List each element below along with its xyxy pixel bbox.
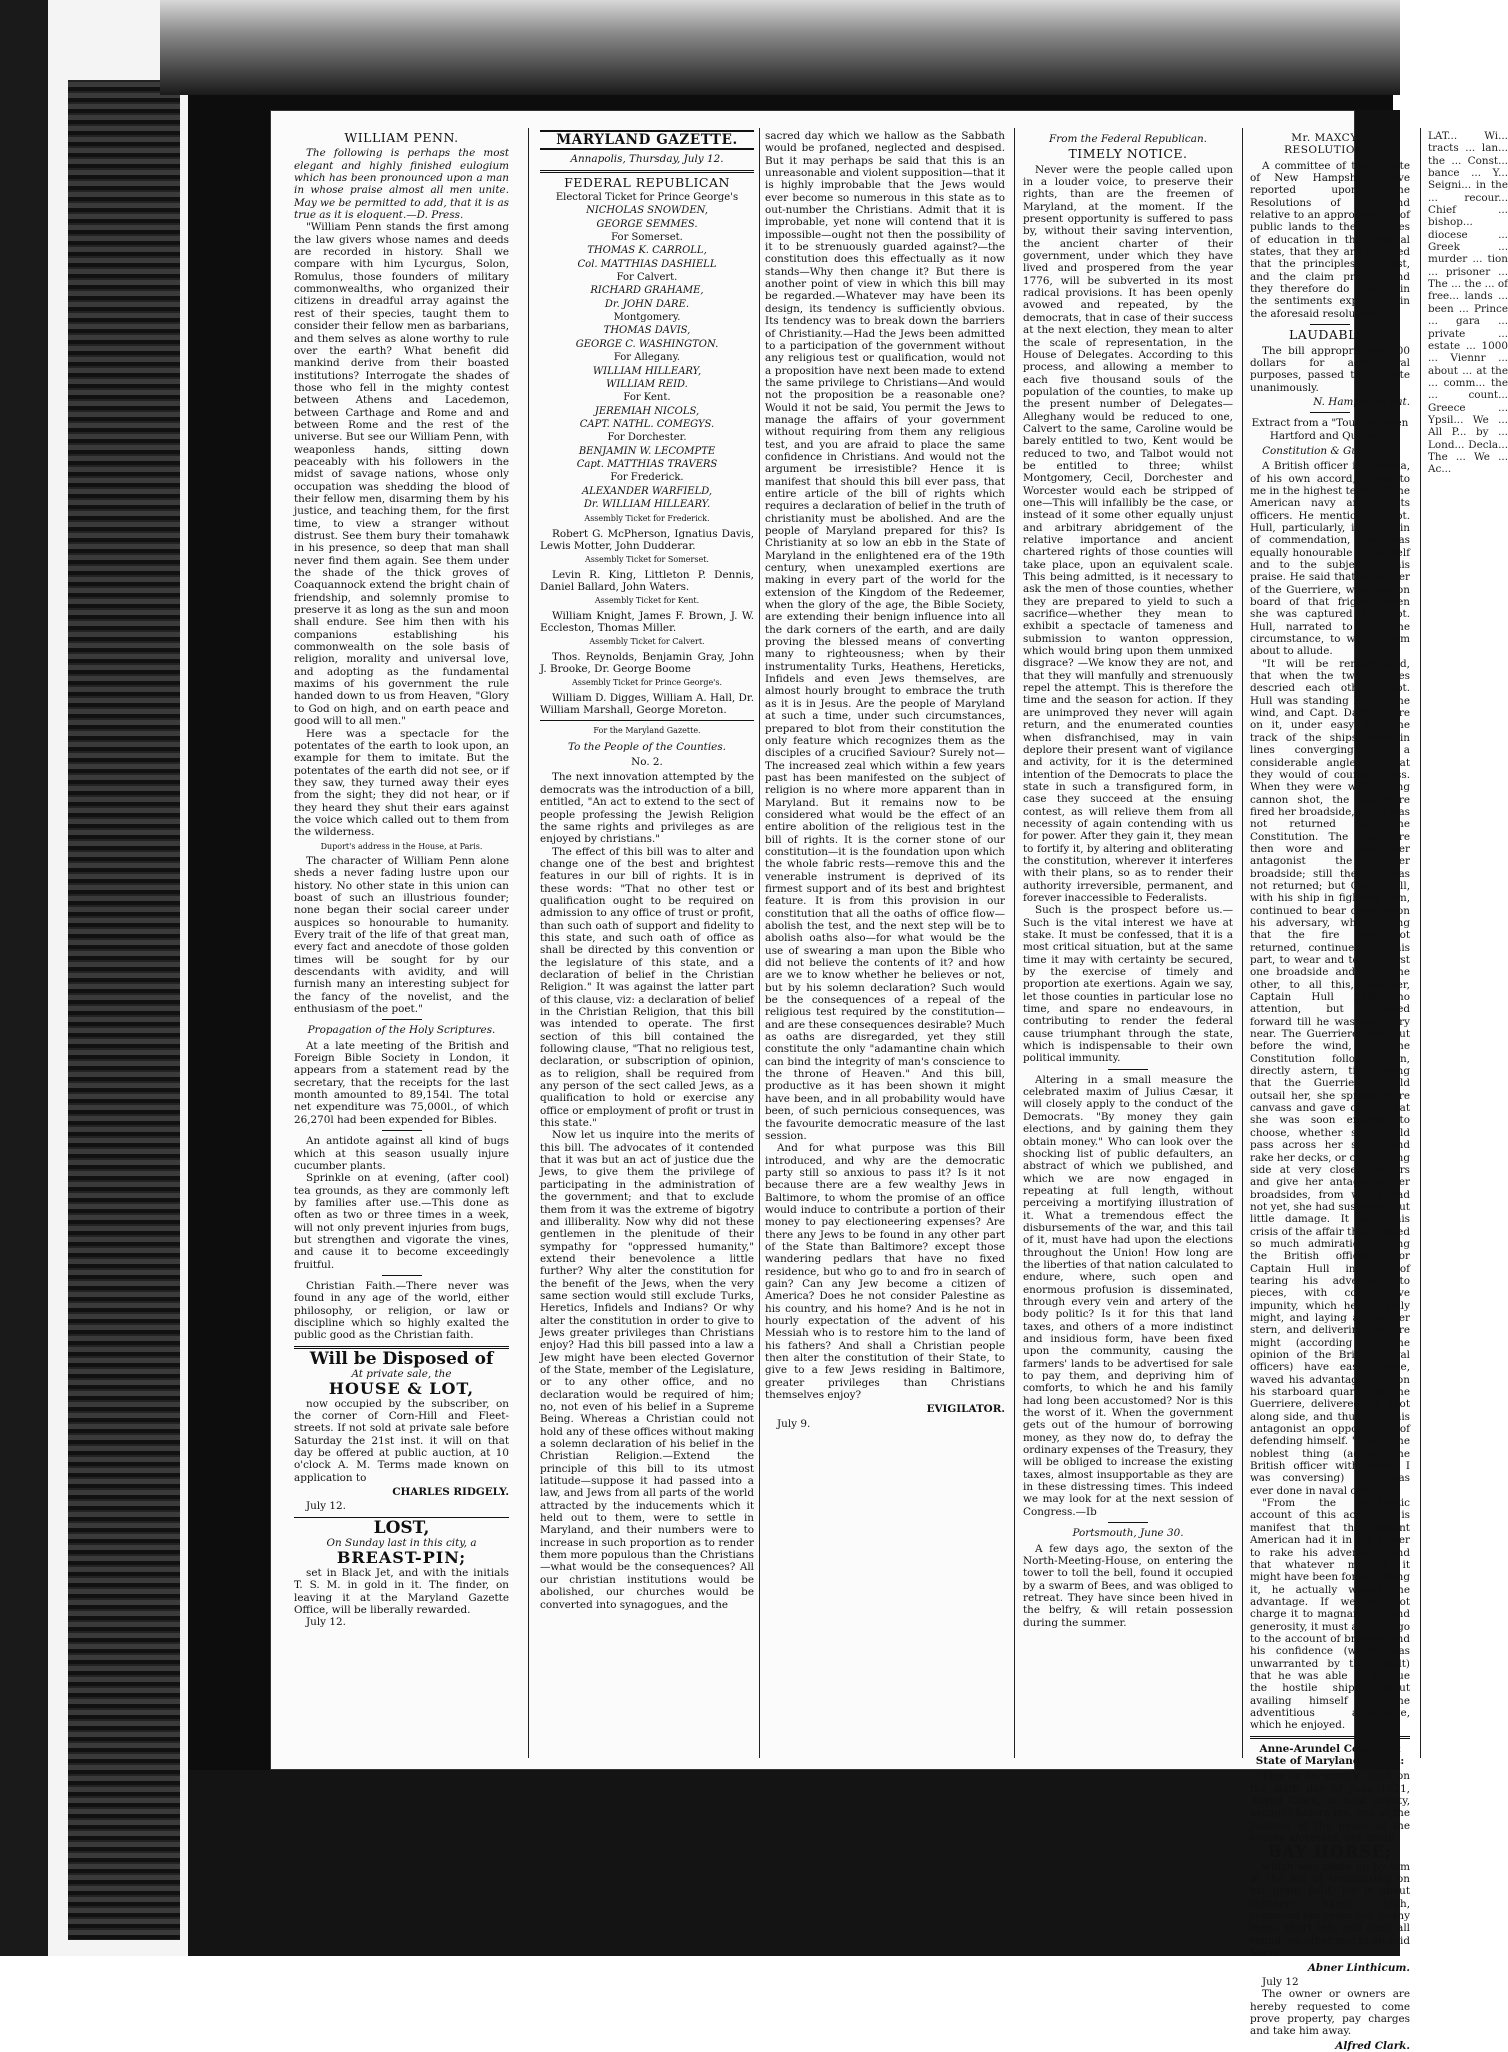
assembly-ticket-label: Assembly Ticket for Calvert. [589,637,705,647]
candidate: THOMAS DAVIS, [603,325,691,337]
paragraph: Altering in a small measure the celebrated maxim of Julius Cæsar, it will closely apply to the conduct of the Democrats. "By money they gain elections, and by gaining them they obtain money." Who can look over the shocking list of public defaulters, an abstract of which we published, and which we are now engaged in repeating at full length, without perceiving a mortifying illustration of it. What a tremendous effect the disbursements of the war, and this tail of it, must have had upon the elections throughout the Union! How long are the liberties of that nation calculated to endure, where, such open and enormous profusion is disseminated, through every vein and artery of the body politic? Is it for this that land taxes, and others of a more indistinct and insidious form, have been fixed upon the community, causing the farmers' lands to be advertised for sale to pay them, and depriving him of comforts, to which he and his family had long been accustomed? Nor is this the worst of it. When the government gets out of the humour of borrowing money, as they now do, to defray the ordinary expenses of the Treasury, they will be obliged to increase the existing taxes, almost insupportable as they are in these distressing times. This indeed we may look for at the next session of Congress.—Ib [1023,1073,1233,1518]
paragraph: This is to certify, that on the sixth day of June 1821, Alfred Clark, of said county, brought before me, one of the Justices of the peace of the county aforesaid, one small [1250,1770,1410,1845]
assembly-ticket-label: Assembly Ticket for Kent. [594,596,700,606]
paragraph: An antidote against all kind of bugs which at this season usually injure cucumber plants. [294,1135,509,1172]
binding-shadow [0,0,48,1956]
candidate: WILLIAM HILLEARY, [592,365,702,377]
paragraph: A few days ago, the sexton of the North-Meeting-House, on entering the tower to toll the bell, found it occupied by a swarm of Bees, and was obliged to retreat. They have since been hived in the belfry, & will retain possession during the summer. [1023,1542,1233,1629]
paragraph: At a late meeting of the British and Foreign Bible Society in London, it appears from a statement read by the secretary, that the receipts for the last month amounted to 89,154l. The total net expenditure was 75,000l., of which 26,270l had been expended for Bibles. [294,1039,509,1126]
ad-heading: LOST, [373,1517,430,1538]
divider [382,1019,422,1020]
candidate: NICHOLAS SNOWDEN, [586,205,708,217]
divider [540,720,754,721]
assembly-ticket-label: Assembly Ticket for Prince George's. [571,678,723,688]
letter-number: No. 2. [631,756,663,769]
dateline: Annapolis, Thursday, July 12. [570,153,724,166]
article-heading: Mr. MAXCY'S RESOLUTIONS. [1284,132,1376,157]
candidate: GEORGE SEMMES. [596,218,698,230]
paragraph: The effect of this bill was to alter and change one of the best and brightest features in our bill of rights. It is in these words: "That no other test or qualification ought to be required on admission to any office of trust or profit, than such oath of support and fidelity to this state, and such oath of office as shall be directed by this convention or the legislature of this state, and a declaration of belief in the Christian Religion." It was against the latter part of this clause, viz: a declaration of belief in the Christian Religion, that this bill was intended to operate. The first section of this bill contained the following clause, "That no religious test, declaration, or subscription of opinion, as to religion, shall be required from any person of the sect called Jews, as a qualification to hold or exercise any office or employment of profit or trust in this state." [540,845,754,1130]
article-heading: LAUDABLE. [1289,327,1371,343]
assembly-names: Levin R. King, Littleton P. Dennis, Daniel Ballard, John Waters. [540,568,754,593]
letter-address: To the People of the Counties. [568,740,726,753]
article-heading: Extract from a "Tour between Hartford and Quebec." [1251,417,1409,442]
paragraph: The bill appropriating 600 dollars for agricultural purposes, passed the Senate unanimously. [1250,344,1410,394]
paragraph: A committee of the Senate of New Hampshire have reported upon the Resolutions of Maryland relative to an appropriation of public lands to the purposes of education in the original states, that they are satisfied that the principles are just, and the claim proper, and they therefore do concur in the sentiments expressed in the aforesaid resolutions. [1250,159,1410,320]
signature: EVIGILATOR. [926,1403,1005,1416]
ticket-subheading: Electoral Ticket for Prince George's [555,192,739,204]
ad-body: now occupied by the subscriber, on the corner of Corn-Hill and Fleet-streets. If not sold at private sale before Saturday the 21st inst. it will on that day be offered at public auction, at 10 o'clock A. M. Terms made known on application to [294,1397,509,1484]
county-label: For Somerset. [611,232,683,244]
county-label: For Frederick. [610,472,684,484]
candidate: GEORGE C. WASHINGTON. [575,338,719,350]
candidate: Dr. JOHN DARE. [604,298,690,310]
assembly-names: William Knight, James F. Brown, J. W. Eccleston, Thomas Miller. [540,609,754,635]
divider [1250,1736,1410,1739]
assembly-names: William D. Digges, William A. Hall, Dr. William Marshall, George Moreton. [540,691,754,717]
article-heading: Propagation of the Holy Scriptures. [307,1024,496,1037]
paragraph: sacred day which we hallow as the Sabbath would be profaned, neglected and despised. But it may perhaps be said that this is an unreasonable and violent supposition—that it is highly improbable that the Jews would ever become so numerous in this state as to out-number the Christians. Admit that it is improbable, yet none will contend that it is impossible—ought not then the possibility of it to be strenuously guarded against?—the constitution does this effectually as it now stands—Why then change it? But there is another point of view in which this bill may be regarded.—Whatever may have been its design, its tendency is sufficiently obvious. Its tendency was to break down the barriers of Christianity.—Had the Jews been admitted to a participation of the government without any religious test or qualification, would not a proposition have next been made to extend the same privilege to Christians—And would not the proposition be a reasonable one? Would it not be said, You permit the Jews to manage the affairs of your government without requiring from them any religious test, and you are afraid to place the same confidence in Christians. And would not the argument be irresistible? Hence it is manifest that should this bill ever pass, that entire article of the bill of rights which requires a declaration of belief in the truth of christianity must be abolished. And are the people of Maryland prepared for this? Is Christianity at so low an ebb in the State of Maryland in the enlightened era of the 19th century, when unexampled exertions are making in every part of the world for the extension of the Kingdom of the Redeemer, when the glory of the age, the Bible Society, are extending their benign influence into all the dark corners of the earth, and are daily proving the blessed means of converting many to righteousness; when by their instrumentality Turks, Heathens, Hereticks, Infidels and even Jews themselves, are almost hourly brought to embrace the truth as it is in Jesus. Are the people of Maryland at such a time, under such circumstances, prepared to blot from their constitution the only feature which recognizes them as the disciples of a crucified Saviour? Surely not—The increased zeal which within a few years past has been manifested on the subject of religion is no where more apparent than in Maryland. But it remains now to be considered what would be the effect of an entire abolition of the religious test in the bill of rights. It is the corner stone of our constitution—it is the foundation upon which the whole fabric rests—remove this and the venerable instrument is deprived of its firmest support and of its best and brightest feature. It is from this provision in our constitution that all the oaths of office flow—abolish the test, and the next step will be to abolish oaths also—for what would be the use of swearing a man upon the Bible who did not believe the contents of it? and how are we to know whether he believes or not, but by his solemn declaration? Such would be the consequences of a repeal of the religious test required by the constitution—and are these consequences desirable? Much as oaths are disregarded, yet they still constitute the only "adamantine chain which can bind the integrity of man's conscience to the throne of Heaven." And this bill, productive as it has been shown it might have been, and in all probability would have been, of such pernicious consequences, was the favourite democratic measure of the last session. [765,130,1005,1142]
paragraph: Christian Faith.—There never was found in any age of the world, either philosophy, or religion, or law or discipline which so highly exalted the public good as the Christian faith. [294,1279,509,1342]
county-label: For Kent. [623,392,671,404]
column-4 [1023,130,1233,1756]
column-rule [528,128,529,1758]
paragraph: The following is perhaps the most elegant and highly finished eulogium which has been pronounced upon a man in whose praise almost all men unite. May we be permitted to add, that it is as true as it is eloquent.—D. Press. [294,147,509,222]
ad-line: On Sunday last in this city, a [326,1537,477,1550]
letter-date: July 9. [777,1417,811,1430]
county-label: For Dorchester. [607,432,687,444]
county-label: For Calvert. [616,272,678,284]
candidate: Col. MATTHIAS DASHIELL [577,258,717,270]
column-6-cutoff [1428,130,1508,1756]
paragraph: "William Penn stands the first among the law givers whose names and deeds are recorded in history. Shall we compare with him Lycurgus, Solon, Romulus, those founders of military commonwealths, who organized their citizens in dreadful array against the rest of their species, taught them to consider their fellow men as barbarians, and them selves as alone worthy to rule over the earth? What benefit did mankind derive from their boasted institutions? Interrogate the shades of those who fell in the mighty contest between Athens and Lacedemon, between Carthage and Rome and and between Rome and the rest of the universe. But see our William Penn, with weaponless hands, sitting down peaceably with his followers in the midst of savage nations, whose only occupation was shedding the blood of their fellow men, disarming them by his justice, and teaching them, for the first time, to view a stranger without distrust. See them bury their tomahawk in his presence, so deep that man shall never find them again. See them under the shade of the thick groves of Coaquannock extend the bright chain of friendship, and solemnly promise to preserve it as long as the sun and moon shall endure. See him then with his companions establishing his commonwealth on the sole basis of religion, morality and universal love, and adopting as the fundamental maxims of his government the rule handed down to us from Heaven, "Glory to God on high, and on earth peace and good will to all men." [294,221,509,728]
candidate: BENJAMIN W. LECOMPTE [578,445,716,457]
column-5 [1250,130,1410,2052]
paragraph: The next innovation attempted by the democrats was the introduction of a bill, entitled, "An act to extend to the sect of people professing the Jewish Religion the same rights and privileges as are enjoyed by christians." [540,771,754,846]
attribution: Duport's address in the House, at Paris. [320,841,483,851]
column-rule [1014,128,1015,1758]
candidate: JEREMIAH NICOLS, [594,405,700,417]
divider [1108,1522,1148,1523]
paragraph: "From the authentic account of this action, it is manifest that the gallant American had it in his power to rake his adversary, and that whatever motives it might have been for not doing it, he actually waved the advantage. If we do not charge it to magnanimity and generosity, it must at least, go to the account of bravery, and his confidence (which was unwarranted by the result) that he was able to subdue the hostile ship without availing himself of the adventitious advantage, which he enjoyed. [1250,1497,1410,1732]
paragraph: Such is the prospect before us.—Such is the vital interest we have at stake. It must be confessed, that it is a most critical situation, but at the same time it may with certainty be secured, by the exercise of timely and proportion ate exertions. Again we say, let those counties in particular lose no time, and spare no endeavours, in contributing to render the federal cause triumphant through the state, which is indispensable to their own political immunity. [1023,904,1233,1065]
assembly-names: Thos. Reynolds, Benjamin Gray, John J. Brooke, Dr. George Boome [540,650,754,676]
divider [382,1275,422,1276]
ad-line: At private sale, the [351,1368,452,1380]
article-source: From the Federal Republican. [1049,133,1207,145]
paragraph: which was taken up by him in the act of trespassing on his grain field. He is about thirteen hands high, supposed ten years old, bushy main, short tail, and shod all round, no other marks on said horse. [1250,1860,1410,1960]
paragraph: The character of William Penn alone sheds a never fading lustre upon our history. No other state in this union can boast of such an illustrious founder; none began their social career under auspices so honourable to humanity. Every trait of the life of that great man, every fact and anecdote of those golden times will be sought for by our descendants with avidity, and will furnish many an interesting subject for the fancy of the novelist, and the enthusiasm of the poet." [294,854,509,1016]
candidate: RICHARD GRAHAME, [590,285,704,297]
divider [540,170,754,173]
ad-signature: CHARLES RIDGELY. [392,1486,509,1499]
paragraph: Now let us inquire into the merits of this bill. The advocates of it contended that it was but an act of justice due the Jews, to give them the privilege of participating in the administration of the government; and that to exclude them from it was the extreme of bigotry and illiberality. Now why did not these gentlemen in the plenitude of their sympathy for "oppressed humanity," extend their benevolence a little further? Why alter the constitution for the benefit of the Jews, when the very same section would still exclude Turks, Heretics, Infidels and Indians? Or why alter the constitution in order to give to Jews greater privileges than Christians enjoy? Had this bill passed into a law a Jew might have been elected Governor of the State, member of the Legislature, or to any other office, and no declaration would be required of him; no, not even of his belief in a Supreme Being. Whereas a Christian could not hold any of these offices without making a solemn declaration of his belief in the Christian Religion.—Extend the principle of this bill to its utmost latitude—suppose it had passed into a law, and Jews from all parts of the world attracted by the inducements which it held out to them, were to settle in Maryland, and their numbers were to increase in such proportion as to render them more populous than the Christians—what would be the consequences? All our christian institutions would be abolished, our churches would be converted into synagogues, and the [540,1129,754,1611]
divider [1108,1069,1148,1070]
candidate: THOMAS K. CARROLL, [587,245,707,257]
notice-heading: Anne-Arundel County, & State of Maryland, to wit: [1255,1742,1405,1767]
paragraph: Never were the people called upon in a louder voice, to preserve their rights, than are the freemen of Maryland, at the moment. If the present opportunity is suffered to pass by, without their saving intervention, the ancient charter of their government, under which they have lived and prospered from the year 1776, will be subverted in its most radical provisions. It has been openly avowed and repeated, by the democrats, that in case of their success at the next election, they mean to alter the scale of representation, in the House of Delegates. According to this process, and allowing a member to each five thousand souls of the population of the counties, to make up the present number of Delegates—Alleghany would be reduced to one, Calvert to the same, Caroline would be barely entitled to two, Kent would be reduced to two, and Talbot would not be entitled to three; whilst Montgomery, Cecil, Dorchester and Worcester would each be stripped of one—This will infallibly be the case, or instead of it some other equally unjust and arbitrary abridgement of the relative importance and ancient chartered rights of those counties will take place, upon an equivalent scale. This being admitted, is it necessary to ask the men of those counties, whether they are prepared to yield to such a sacrifice—whether they mean to exhibit a spectacle of tameness and submission to wanton oppression, which would bring upon them unmixed disgrace? —We know they are not, and that they will manfully and strenuously repel the attempt. This is therefore the time and the season for action. If they are unimproved they never will again return, and the enumerated counties when disfranchised, may in vain deplore their present want of vigilance and activity, for it is the determined intention of the Democrats to place the state in such a transfigured form, in case they succeed at the ensuing contest, as will relieve them from all necessity of again contending with us for power. After they gain it, they mean to fortify it, by altering and obliterating the constitution, wherever it interferes with their plans, so as to render their authority irreversible, permanent, and forever inaccessible to Federalists. [1023,163,1233,904]
column-rule [1420,128,1421,1758]
divider [1310,324,1350,325]
ticket-heading: FEDERAL REPUBLICAN [564,174,730,190]
ad-date: July 12. [306,1616,346,1629]
county-label: Montgomery. [613,312,681,324]
candidate: ALEXANDER WARFIELD, [581,485,713,497]
column-1 [294,130,509,1756]
ad-heading: Will be Disposed of [309,1348,494,1369]
notice-item: BAY HORSE; [1267,1842,1393,1862]
article-heading: TIMELY NOTICE. [1068,146,1188,162]
article-heading: WILLIAM PENN. [344,130,459,145]
cutoff-text: LAT... Wi... tracts ... lan... the ... Const... bance ... Y... Seigni... in the ... recour... Chief ... bishop... diocese ... Greek ... murder ... tion ... prisoner ... The ... the ... of free... lands ... been ... Prince ... gara ... private ... estate ... 1000 ... Viennr ... about ... at the ... comm... the ... count... Greece ... Ypsil... We ... All P... by ... Lond... Decla... The ... We ... Ac... [1428,130,1508,476]
article-subheading: Constitution & Guerriere. [1262,444,1398,457]
column-3 [765,130,1005,1756]
paragraph: The owner or owners are hereby requested to come prove property, pay charges and take him away. [1250,1988,1410,2038]
paragraph: A British officer in Canada, of his own accord, spoke to me in the highest terms of the American navy and of its officers. He mentioned Capt. Hull, particularly, in a strain of commendation, that was equally honourable to himself and to the subject of his praise. He said that an officer of the Guerriere, who was on board of that frigate when she was captured by Capt. Hull, narrated to him the circumstance, to which I am about to allude. [1250,460,1410,658]
page-edge-texture [68,80,180,1940]
paragraph: "It will be remembered, that when the two frigates descried each other, Capt. Hull was standing before the wind, and Capt. Dacres bore on it, under easy sail; the track of the ships were in lines converging at a considerable angle, so that they would of course, cross. When they were within long cannon shot, the Guerriere fired her broadside, but it was not returned by the Constitution. The Guerriere then wore and gave her antagonist the other broadside; still the fire was not returned; but Capt. Hull, with his ship in fighting trim, continued to bear down upon his adversary, who finding that the fire was not returned, continued, on his part, to wear and to fire, first one broadside and then the other, to all this, however, Captain Hull paid no attention, but pressed forward till he was now very near. The Guerriere then put before the wind, and the Constitution followed on, directly astern, till finding that the Guerriere would outsail her, she spread more canvass and gave chase, that she was soon enabled to choose, whether she would pass across her stern, and rake her decks, or come along side at very close quarters and give her antagonist her broadsides, from which had not yet, she had sustained but little damage. It was this crisis of the affair that excited so much admiration among the British officers, for Captain Hull instead of tearing his adversary to pieces, with comparative impunity, which he certainly might, and laying across her stern, and delivering his fire might (according to the opinion of the British naval officers) have easily done, waved his advantage, and on his starboard quarter of the Guerriere, delivered his shot along side, and thus gave his antagonist an opportunity of defending himself. "It was the noblest thing (added the British officer with whom I was conversing) that was ever done in naval conflict!" [1250,657,1410,1497]
column-2 [540,130,754,1756]
scan-top-border [160,0,1400,95]
letter-source: For the Maryland Gazette. [593,726,701,736]
notice-date: July 12 [1262,1975,1299,1988]
county-label: For Allegany. [613,352,681,364]
newspaper-page [270,110,1508,2052]
paragraph: Here was a spectacle for the potentates of the earth to look upon, an example for them to imitate. But the potentates of the earth did not see, or if they saw, they turned away their eyes from the sight; they did not hear, or if they heard they shut their ears against the voice which called out to them from the wilderness. [294,727,509,839]
ad-date: July 12. [306,1500,346,1513]
candidate: WILLIAM REID. [606,378,688,390]
candidate: Capt. MATTHIAS TRAVERS [576,458,718,470]
paragraph: And for what purpose was this Bill introduced, and why are the democratic party still so anxious to pass it? Is it not because there are a few wealthy Jews in Baltimore, to whom the promise of an office would induce to contribute a portion of their money to pay electioneering expenses? Are there any Jews to be found in any other part of the State than Baltimore? except those wandering pedlars that have no fixed residence, but who go to and fro in search of gain? Can any Jew become a citizen of America? Does he not consider Palestine as his country, and his home? And is he not in hourly expectation of the advent of his Messiah who is to restore him to the land of his fathers? And shall a Christian people then alter the constitution of their State, to give to a few Jews residing in Baltimore, greater privileges than Christians themselves enjoy? [765,1142,1005,1402]
candidate: Dr. WILLIAM HILLEARY. [583,498,711,510]
ad-item: BREAST-PIN; [336,1548,467,1568]
previous-page-edge [48,0,198,1956]
divider [382,1130,422,1131]
assembly-names: Robert G. McPherson, Ignatius Davis, Lewis Motter, John Dudderar. [540,527,754,552]
ad-body: set in Black Jet, and with the initials T. S. M. in gold in it. The finder, on leaving it at the Maryland Gazette Office, will be liberally rewarded. [294,1566,509,1616]
signature: Alfred Clark. [1335,2039,1410,2052]
column-rule [1242,128,1243,1758]
masthead: MARYLAND GAZETTE. [540,130,754,150]
column-rule [759,128,760,1758]
dateline: Portsmouth, June 30. [1072,1527,1184,1540]
article-source: N. Hampshire Pat. [1313,395,1410,408]
signature: Abner Linthicum. [1307,1961,1410,1974]
ad-item: HOUSE & LOT, [328,1379,475,1399]
divider [1310,412,1350,413]
assembly-ticket-label: Assembly Ticket for Frederick. [584,514,710,524]
paragraph: Sprinkle on at evening, (after cool) tea grounds, as they are commonly left by families after use.—This done as often as two or three times in a week, will not only prevent injuries from bugs, but strengthen and vigorate the vines, and cause it to become exceedingly fruitful. [294,1172,509,1271]
assembly-ticket-label: Assembly Ticket for Somerset. [585,555,709,565]
scan-bottom-border [188,1770,1400,1956]
candidate: CAPT. NATHL. COMEGYS. [579,418,715,430]
